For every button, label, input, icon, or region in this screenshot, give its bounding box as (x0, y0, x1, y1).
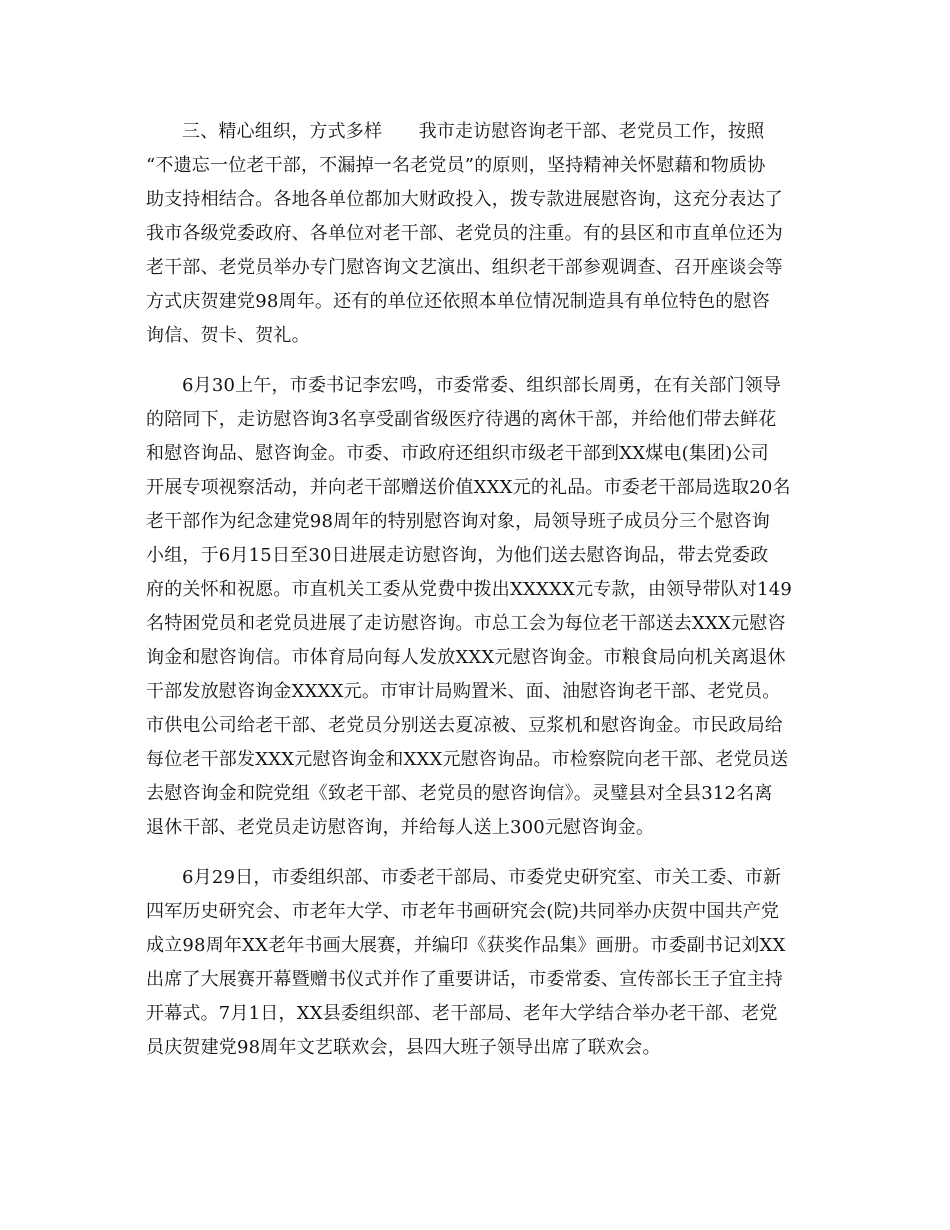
text-line: 成立98周年XX老年书画大展赛，并编印《获奖作品集》画册。市委副书记刘XX (146, 935, 786, 956)
text-line: “不遗忘一位老干部，不漏掉一名老党员”的原则，坚持精神关怀慰藉和物质协 (146, 155, 766, 176)
text-line: 的陪同下，走访慰咨询3名享受副省级医疗待遇的离休干部，并给他们带去鲜花 (146, 409, 777, 430)
text-line: 名特困党员和老党员进展了走访慰咨询。市总工会为每位老干部送去XXX元慰咨 (146, 613, 786, 634)
text-line: 小组，于6月15日至30日进展走访慰咨询，为他们送去慰咨询品，带去党委政 (146, 545, 769, 566)
text-line: 四军历史研究会、市老年大学、市老年书画研究会(院)共同举办庆贺中国共产党 (146, 901, 780, 922)
text-line: 出席了大展赛开幕暨赠书仪式并作了重要讲话，市委常委、宣传部长王子宜主持 (146, 969, 783, 990)
text-line: 开展专项视察活动，并向老干部赠送价值XXX元的礼品。市委老干部局选取20名 (146, 477, 791, 498)
text-line: 开幕式。7月1日，XX县委组织部、老干部局、老年大学结合举办老干部、老党 (146, 1003, 778, 1024)
text-line: 和慰咨询品、慰咨询金。市委、市政府还组织市级老干部到XX煤电(集团)公司 (146, 443, 769, 464)
text-line: 助支持相结合。各地各单位都加大财政投入，拨专款进展慰咨询，这充分表达了 (146, 189, 783, 210)
text-line: 市供电公司给老干部、老党员分别送去夏凉被、豆浆机和慰咨询金。市民政局给 (146, 715, 783, 736)
text-line: 方式庆贺建党98周年。还有的单位还依照本单位情况制造具有单位特色的慰咨 (146, 291, 770, 312)
text-line: 询信、贺卡、贺礼。 (146, 325, 310, 346)
text-line: 询金和慰咨询信。市体育局向每人发放XXX元慰咨询金。市粮食局向机关离退休 (146, 647, 786, 668)
text-line: 三、精心组织，方式多样 我市走访慰咨询老干部、老党员工作，按照 (182, 121, 765, 142)
text-line: 6月30上午，市委书记李宏鸣，市委常委、组织部长周勇，在有关部门领导 (182, 375, 782, 396)
text-line: 老干部、老党员举办专门慰咨询文艺演出、组织老干部参观调查、召开座谈会等 (146, 257, 783, 278)
text-line: 每位老干部发XXX元慰咨询金和XXX元慰咨询品。市检察院向老干部、老党员送 (146, 749, 789, 770)
text-line: 老干部作为纪念建党98周年的特别慰咨询对象，局领导班子成员分三个慰咨询 (146, 511, 770, 532)
text-line: 府的关怀和祝愿。市直机关工委从党费中拨出XXXXX元专款，由领导带队对149 (146, 579, 793, 600)
text-line: 退休干部、老党员走访慰咨询，并给每人送上300元慰咨询金。 (146, 817, 655, 838)
text-line: 员庆贺建党98周年文艺联欢会，县四大班子领导出席了联欢会。 (146, 1037, 661, 1058)
text-line: 我市各级党委政府、各单位对老干部、老党员的注重。有的县区和市直单位还为 (146, 223, 783, 244)
text-line: 6月29日，市委组织部、市委老干部局、市委党史研究室、市关工委、市新 (182, 867, 782, 888)
text-line: 去慰咨询金和院党组《致老干部、老党员的慰咨询信》。灵璧县对全县312名离 (146, 783, 773, 804)
text-line: 干部发放慰咨询金XXXX元。市审计局购置米、面、油慰咨询老干部、老党员。 (146, 681, 781, 702)
